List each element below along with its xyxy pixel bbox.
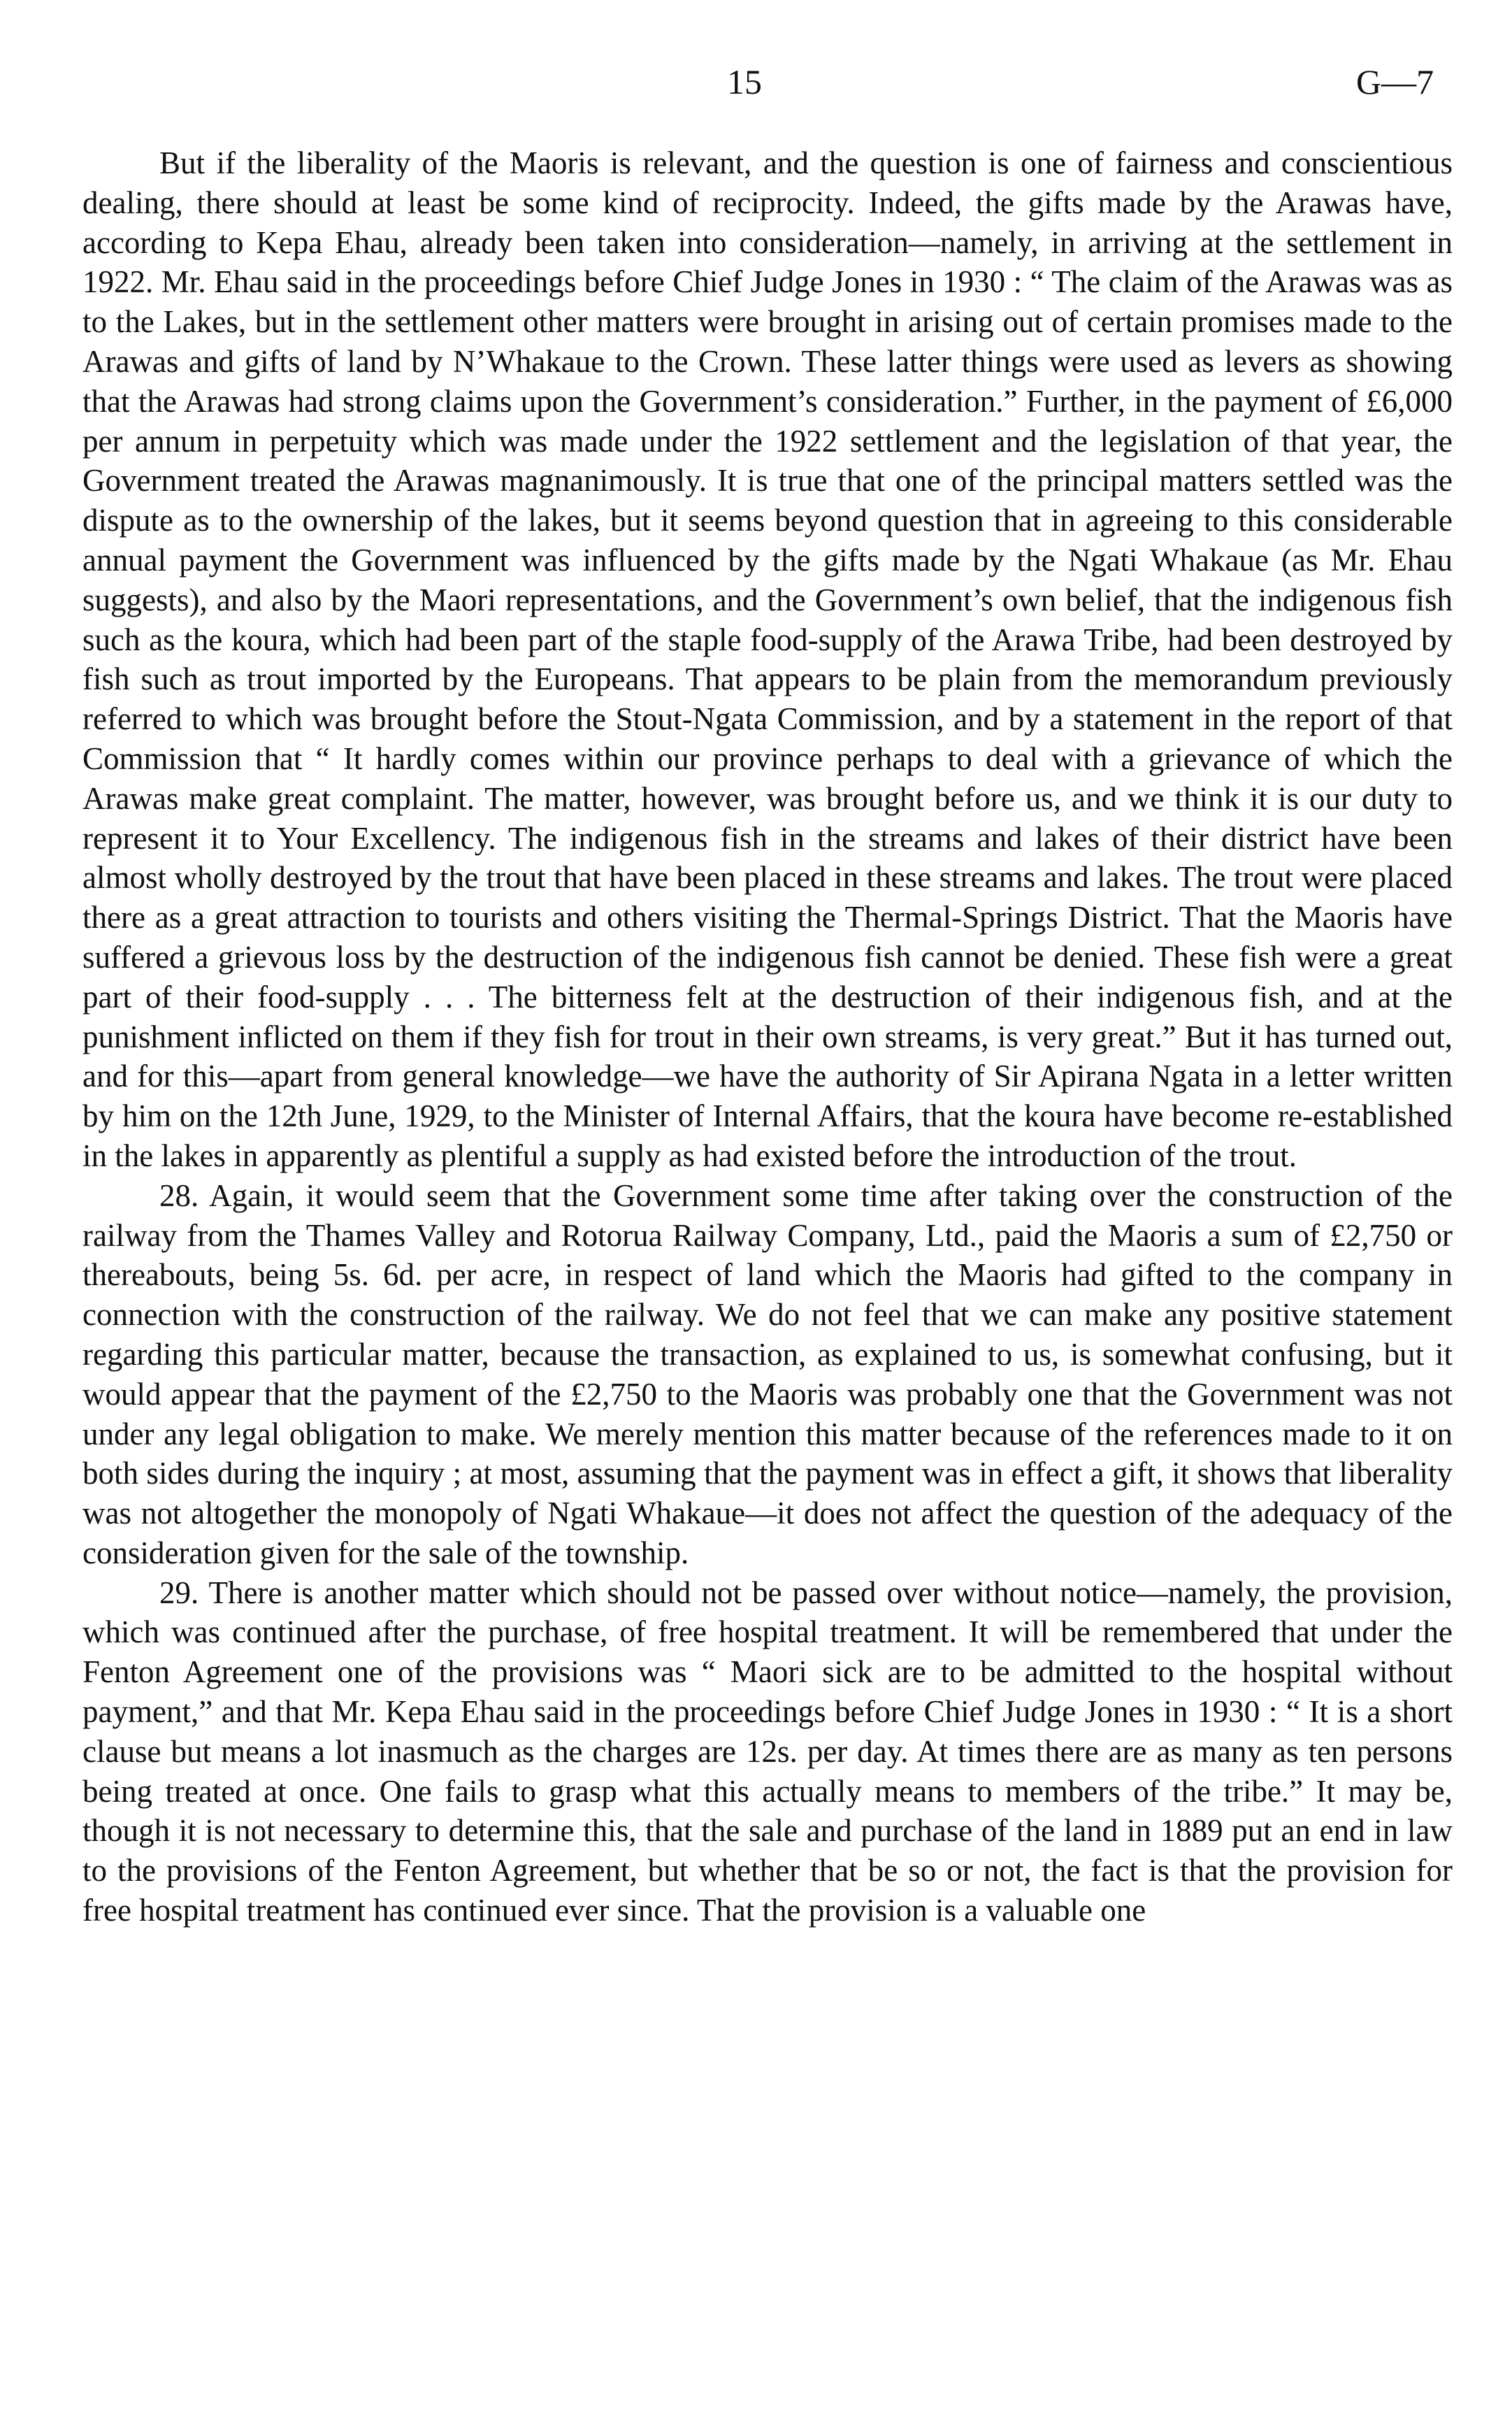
document-code: G—7	[1356, 62, 1434, 101]
page-header	[0, 62, 1512, 110]
page-number: 15	[727, 62, 762, 101]
paragraph-liberality: But if the liberality of the Maoris is relevant, and the question is one of fairness and conscientious dealing, there should at least be some kind of reciprocity. Indeed, the gifts made by the Arawas have, according to Kepa Ehau, already been taken into consideration—namely, in arriving at the settlement in 1922. Mr. Ehau said in the proceedings before Chief Judge Jones in 1930 : “ The claim of the Arawas was as to the Lakes, but in the settlement other matters were brought in arising out of certain promises made to the Arawas and gifts of land by N’Whakaue to the Crown. These latter things were used as levers as showing that the Arawas had strong claims upon the Government’s consideration.” Further, in the payment of £6,000 per annum in perpetuity which was made under the 1922 settlement and the legislation of that year, the Government treated the Arawas magnanimously. It is true that one of the principal matters settled was the dispute as to the ownership of the lakes, but it seems beyond question that in agreeing to this considerable annual payment the Government was influenced by the gifts made by the Ngati Whakaue (as Mr. Ehau suggests), and also by the Maori representations, and the Government’s own belief, that the indigenous fish such as the koura, which had been part of the staple food-supply of the Arawa Tribe, had been destroyed by fish such as trout imported by the Europeans. That appears to be plain from the memorandum previously referred to which was brought before the Stout-Ngata Commission, and by a statement in the report of that Commission that “ It hardly comes within our province perhaps to deal with a grievance of which the Arawas make great complaint. The matter, however, was brought before us, and we think it is our duty to represent it to Your Excellency. The indigenous fish in the streams and lakes of their district have been almost wholly destroyed by the trout that have been placed in these streams and lakes. The trout were placed there as a great attraction to tourists and others visiting the Thermal-Springs District. That the Maoris have suffered a grievous loss by the destruction of the indigenous fish cannot be denied. These fish were a great part of their food-supply . . . The bitterness felt at the destruction of their indigenous fish, and at the punishment inflicted on them if they fish for trout in their own streams, is very great.” But it has turned out, and for this—apart from general knowledge—we have the authority of Sir Apirana Ngata in a letter written by him on the 12th June, 1929, to the Minister of Internal Affairs, that the koura have become re-established in the lakes in apparently as plentiful a supply as had existed before the introduction of the trout.	[82, 145, 1453, 1173]
body-text	[82, 143, 1453, 1930]
paragraph-29: 29. There is another matter which should not be passed over without notice—namely, the provision, which was continued after the purchase, of free hospital treatment. It will be remembered that under the Fenton Agreement one of the provisions was “ Maori sick are to be admitted to the hospital without payment,” and that Mr. Kepa Ehau said in the proceedings before Chief Judge Jones in 1930 : “ It is a short clause but means a lot inasmuch as the charges are 12s. per day. At times there are as many as ten persons being treated at once. One fails to grasp what this actually means to members of the tribe.” It may be, though it is not necessary to determine this, that the sale and purchase of the land in 1889 put an end in law to the provisions of the Fenton Agreement, but whether that be so or not, the fact is that the provision for free hospital treatment has continued ever since. That the provision is a valuable one	[82, 1575, 1453, 1928]
paragraph-28: 28. Again, it would seem that the Government some time after taking over the construction of the railway from the Thames Valley and Rotorua Railway Company, Ltd., paid the Maoris a sum of £2,750 or thereabouts, being 5s. 6d. per acre, in respect of land which the Maoris had gifted to the company in connection with the construction of the railway. We do not feel that we can make any positive statement regarding this particular matter, because the transaction, as explained to us, is somewhat confusing, but it would appear that the payment of the £2,750 to the Maoris was probably one that the Government was not under any legal obligation to make. We merely mention this matter because of the references made to it on both sides during the inquiry ; at most, assuming that the payment was in effect a gift, it shows that liberality was not altogether the monopoly of Ngati Whakaue—it does not affect the question of the adequacy of the consideration given for the sale of the township.	[82, 1177, 1453, 1570]
